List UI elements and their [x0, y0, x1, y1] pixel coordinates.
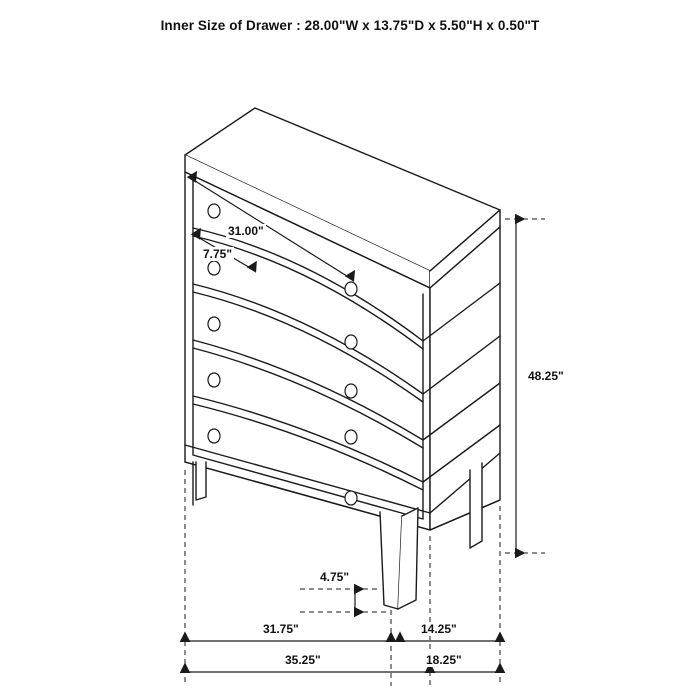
knob-1-left [208, 204, 220, 218]
knob-5-right [345, 491, 357, 505]
total-width-label: 35.25" [285, 653, 321, 667]
drawer-width-label: 31.00" [228, 224, 264, 238]
knob-3-right [345, 384, 357, 398]
knob-2-right [345, 335, 357, 349]
leg-height-label: 4.75" [320, 570, 350, 584]
knob-4-right [345, 430, 357, 444]
knob-5-left [208, 429, 220, 443]
knob-4-left [208, 373, 220, 387]
overall-height-label: 48.25" [528, 369, 564, 383]
knob-1-right [345, 282, 357, 296]
knob-3-left [208, 317, 220, 331]
total-depth-label: 18.25" [426, 653, 462, 667]
side-depth-label: 14.25" [421, 622, 457, 636]
leg-front-left [196, 462, 206, 500]
leg-back-right [470, 463, 482, 548]
chest-body [185, 108, 500, 609]
drawer-height-label: 7.75" [203, 247, 233, 261]
knob-2-left [208, 261, 220, 275]
page-title: Inner Size of Drawer : 28.00"W x 13.75"D x 5.50"H x 0.50"T [160, 18, 540, 33]
front-width-label: 31.75" [263, 622, 299, 636]
